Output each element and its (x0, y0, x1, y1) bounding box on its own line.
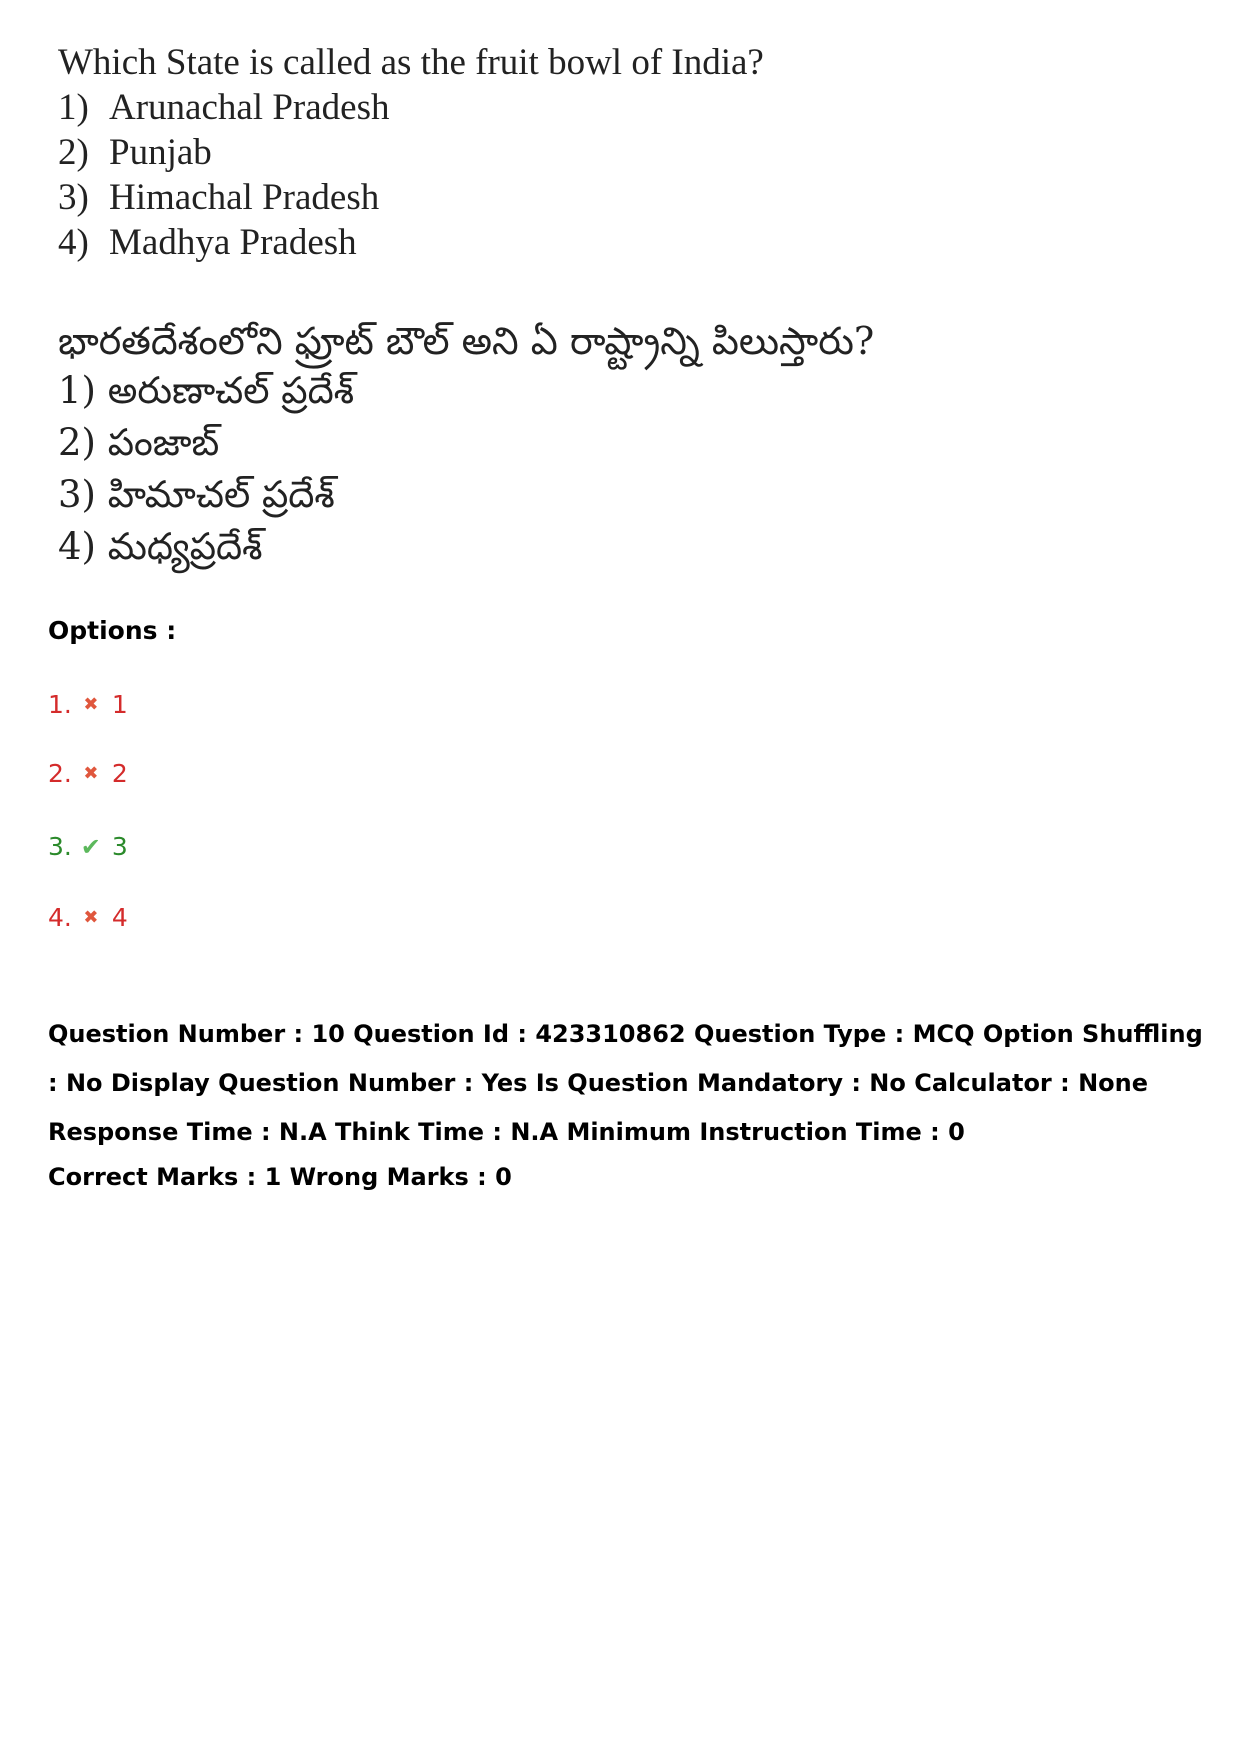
question-text-english: Which State is called as the fruit bowl of India? (58, 42, 764, 83)
cross-icon: ✖ (83, 694, 99, 715)
cross-icon: ✖ (83, 907, 99, 928)
option-value: 3 (111, 832, 128, 861)
telugu-option-2: 2) పంజాబ్ (58, 421, 220, 464)
question-image (58, 40, 958, 573)
answer-option-2 (48, 759, 128, 788)
option-value: 2 (111, 759, 128, 788)
answer-option-1 (48, 690, 128, 719)
english-option-3: 3) Himachal Pradesh (58, 177, 380, 218)
question-text-telugu: భారతదేశంలోని ఫ్రూట్ బౌల్ అని ఏ రాష్ట్రాన్ని పిలుస్తారు? (58, 319, 875, 363)
option-index: 2. (48, 759, 72, 788)
option-value: 4 (111, 903, 128, 932)
marks-info: Correct Marks : 1 Wrong Marks : 0 (48, 1163, 512, 1191)
telugu-option-4: 4) మధ్యప్రదేశ్ (58, 525, 263, 568)
option-value: 1 (111, 690, 128, 719)
option-index: 4. (48, 903, 72, 932)
telugu-option-1: 1) అరుణాచల్ ప్రదేశ్ (58, 369, 355, 412)
telugu-option-3: 3) హిమాచల్ ప్రదేశ్ (58, 473, 335, 516)
english-option-4: 4) Madhya Pradesh (58, 222, 357, 263)
english-option-2: 2) Punjab (58, 132, 212, 173)
option-index: 1. (48, 690, 72, 719)
cross-icon: ✖ (83, 763, 99, 784)
question-metadata: Question Number : 10 Question Id : 423310862 Question Type : MCQ Option Shuffling : No Display Question Number : Yes Is Question Mandatory : No Calculator : None Response Time : N.A Think Time : N.A Minimum Instruction Time : 0 (48, 1020, 1203, 1146)
check-icon: ✔ (80, 832, 101, 861)
answer-option-3 (48, 832, 128, 861)
options-heading: Options : (48, 616, 177, 645)
option-index: 3. (48, 832, 72, 861)
answer-option-4 (48, 903, 128, 932)
english-option-1: 1) Arunachal Pradesh (58, 87, 390, 128)
